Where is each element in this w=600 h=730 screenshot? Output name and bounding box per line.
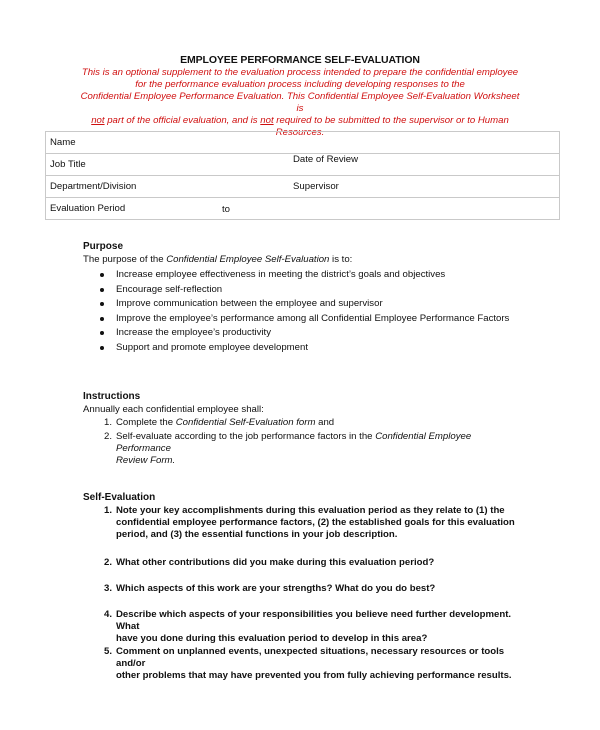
evaluation-period-label: Evaluation Period (50, 203, 126, 214)
bullet-icon (100, 302, 104, 306)
document-title: EMPLOYEE PERFORMANCE SELF-EVALUATION (180, 54, 420, 66)
item-text: What other contributions did you make during this evaluation period? (116, 557, 435, 568)
employee-info-table (45, 131, 560, 220)
bullet-icon (100, 288, 104, 292)
item-number: 2. (103, 431, 112, 442)
bullet-icon (100, 331, 104, 335)
question-line: Note your key accomplishments during this evaluation period as they relate to (1) the (116, 505, 505, 516)
notice-line: Resources. (275, 127, 325, 138)
bullet-text: Improve communication between the employee and supervisor (116, 298, 383, 309)
notice-line: This is an optional supplement to the evaluation process intended to prepare the confidential employee (81, 67, 519, 78)
name-label: Name (50, 137, 76, 148)
question-line: Describe which aspects of your responsibilities you believe need further development. What (116, 609, 512, 632)
bullet-text: Increase employee effectiveness in meeting the district’s goals and objectives (116, 269, 446, 280)
item-number: 1. (103, 505, 112, 516)
department-label: Department/Division (50, 181, 137, 192)
instructions-intro: Annually each confidential employee shall: (83, 404, 264, 415)
bullet-text: Encourage self-reflection (116, 283, 223, 295)
item-number: 4. (103, 609, 112, 620)
item-text-part: Complete the (116, 417, 176, 428)
supervisor-field[interactable] (289, 176, 560, 198)
list-item (83, 283, 533, 298)
list-item (83, 312, 533, 327)
purpose-bullet-list (83, 268, 533, 355)
bullet-text: Improve the employee’s performance among all Confidential Employee Performance Factors (116, 312, 510, 324)
notice-not-emphasis: not (260, 115, 274, 126)
job-title-field[interactable] (46, 154, 290, 176)
bullet-text: Support and promote employee development (116, 341, 308, 353)
purpose-heading: Purpose (83, 241, 124, 252)
question-line: other problems that may have prevented you from fully achieving performance results. (116, 670, 512, 681)
item-text (116, 417, 524, 429)
bullet-icon (100, 346, 104, 350)
question-line: Comment on unplanned events, unexpected situations, necessary resources or tools and/or (116, 646, 505, 669)
item-text-italic: Confidential Employee Performance (116, 431, 472, 454)
notice-line (76, 115, 524, 127)
question-line: confidential employee performance factors, (2) the established goals for this evaluation (116, 517, 515, 528)
purpose-intro-text: is to: (329, 254, 353, 265)
notice-line: for the performance evaluation process including developing responses to the (135, 79, 465, 90)
evaluation-period-field[interactable] (46, 198, 560, 220)
notice-not-emphasis: not (91, 115, 105, 126)
purpose-intro-text: The purpose of the (83, 254, 167, 265)
item-text (116, 609, 524, 645)
date-of-review-label: Date of Review (293, 154, 359, 165)
list-item (83, 297, 533, 312)
item-number: 5. (103, 646, 112, 657)
notice-text: required to be submitted to the supervisor or to Human (273, 115, 509, 126)
item-text (116, 431, 524, 467)
bullet-text: Increase the employee’s productivity (116, 327, 272, 338)
bullet-icon (100, 317, 104, 321)
item-number: 3. (103, 583, 112, 594)
question-line: period, and (3) the essential functions in your job description. (116, 529, 398, 540)
item-number: 2. (103, 557, 112, 568)
self-evaluation-heading: Self-Evaluation (83, 492, 156, 503)
supervisor-label: Supervisor (293, 181, 339, 192)
item-number: 1. (103, 417, 112, 428)
question-line: have you done during this evaluation period to develop in this area? (116, 633, 428, 644)
job-title-label: Job Title (50, 159, 86, 170)
bullet-icon (100, 273, 104, 277)
instructions-heading: Instructions (83, 391, 141, 402)
item-text (116, 505, 524, 541)
item-text: Which aspects of this work are your strengths? What do you do best? (116, 583, 436, 594)
list-item (83, 326, 533, 341)
item-text-italic: Confidential Self-Evaluation form (175, 417, 316, 428)
purpose-intro (83, 254, 352, 265)
optional-supplement-notice (76, 67, 524, 139)
evaluation-period-to-label: to (222, 204, 231, 215)
item-text-italic: Review Form. (116, 455, 176, 466)
notice-text: part of the official evaluation, and is (104, 115, 261, 126)
purpose-intro-italic: Confidential Employee Self-Evaluation (166, 254, 330, 265)
department-field[interactable] (46, 176, 290, 198)
list-item (83, 341, 533, 356)
item-text (116, 646, 524, 682)
name-field[interactable] (46, 132, 560, 154)
list-item (83, 268, 533, 283)
item-text-part: and (315, 417, 335, 428)
date-of-review-field[interactable] (289, 154, 560, 176)
notice-line: Confidential Employee Performance Evaluation. This Confidential Employee Self-Evaluation Worksheet is (80, 91, 520, 114)
item-text-part: Self-evaluate according to the job performance factors in the (116, 431, 376, 442)
